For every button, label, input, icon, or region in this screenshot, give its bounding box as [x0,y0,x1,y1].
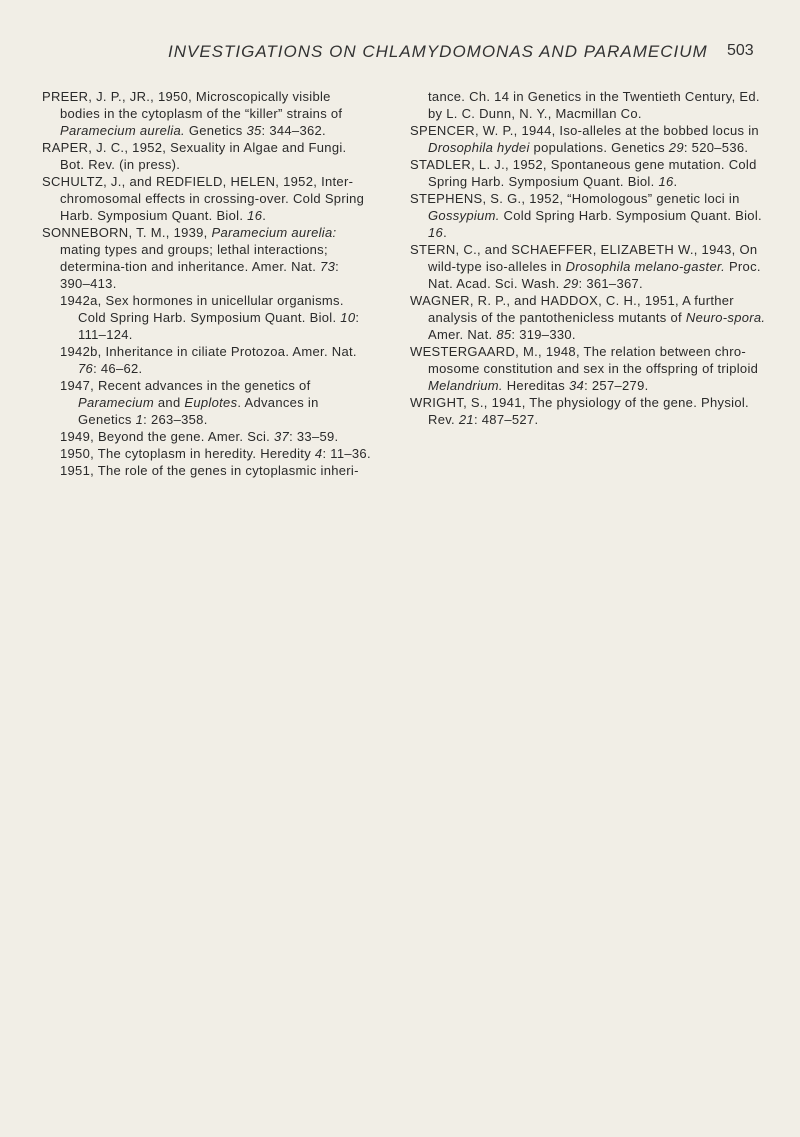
reference-sonneborn-1942a: 1942a, Sex hormones in unicellular organisms. Cold Spring Harb. Symposium Quant. Biol. 10: 111–124. [60,293,360,342]
reference-raper: RAPER, J. C., 1952, Sexuality in Algae and Fungi. Bot. Rev. (in press). [42,140,347,172]
reference-preer: PREER, J. P., JR., 1950, Microscopically visible bodies in the cytoplasm of the “killer” strains of Paramecium aurelia. Genetics 35: 344–362. [42,89,343,138]
reference-continuation: tance. Ch. 14 in Genetics in the Twentieth Century, Ed. by L. C. Dunn, N. Y., Macmillan Co. [428,89,760,121]
reference-stephens: STEPHENS, S. G., 1952, “Homologous” genetic loci in Gossypium. Cold Spring Harb. Symposium Quant. Biol. 16. [410,191,762,240]
right-column [410,88,778,428]
reference-sonneborn-1950: 1950, The cytoplasm in heredity. Heredity 4: 11–36. [60,446,371,461]
reference-wright: WRIGHT, S., 1941, The physiology of the gene. Physiol. Rev. 21: 487–527. [410,395,749,427]
reference-wagner: WAGNER, R. P., and HADDOX, C. H., 1951, A further analysis of the pantothenicless mutants of Neuro-spora. Amer. Nat. 85: 319–330. [410,293,766,342]
reference-schultz: SCHULTZ, J., and REDFIELD, HELEN, 1952, Inter-chromosomal effects in crossing-over. Cold Spring Harb. Symposium Quant. Biol. 16. [42,174,365,223]
reference-sonneborn-1949: 1949, Beyond the gene. Amer. Sci. 37: 33–59. [60,429,339,444]
reference-stern: STERN, C., and SCHAEFFER, ELIZABETH W., 1943, On wild-type iso-alleles in Drosophila melano-gaster. Proc. Nat. Acad. Sci. Wash. 29: 361–367. [410,242,761,291]
reference-sonneborn-1942b: 1942b, Inheritance in ciliate Protozoa. Amer. Nat. 76: 46–62. [60,344,357,376]
reference-sonneborn-1951: 1951, The role of the genes in cytoplasmic inheri- [60,463,359,478]
reference-sonneborn-1939: SONNEBORN, T. M., 1939, Paramecium aurelia: mating types and groups; lethal interactions; determina-tion and inheritance. Amer. Nat. 73: 390–413. [42,225,340,291]
left-column [42,88,372,479]
running-head: INVESTIGATIONS ON CHLAMYDOMONAS AND PARAMECIUM [168,42,708,61]
page-header [0,36,800,66]
reference-spencer: SPENCER, W. P., 1944, Iso-alleles at the bobbed locus in Drosophila hydei populations. Genetics 29: 520–536. [410,123,759,155]
reference-stadler: STADLER, L. J., 1952, Spontaneous gene mutation. Cold Spring Harb. Symposium Quant. Biol. 16. [410,157,757,189]
page-number: 503 [727,42,754,59]
reference-sonneborn-1947: 1947, Recent advances in the genetics of Paramecium and Euplotes. Advances in Genetics 1: 263–358. [60,378,319,427]
reference-westergaard: WESTERGAARD, M., 1948, The relation between chro-mosome constitution and sex in the offspring of triploid Melandrium. Hereditas 34: 257–279. [410,344,759,393]
